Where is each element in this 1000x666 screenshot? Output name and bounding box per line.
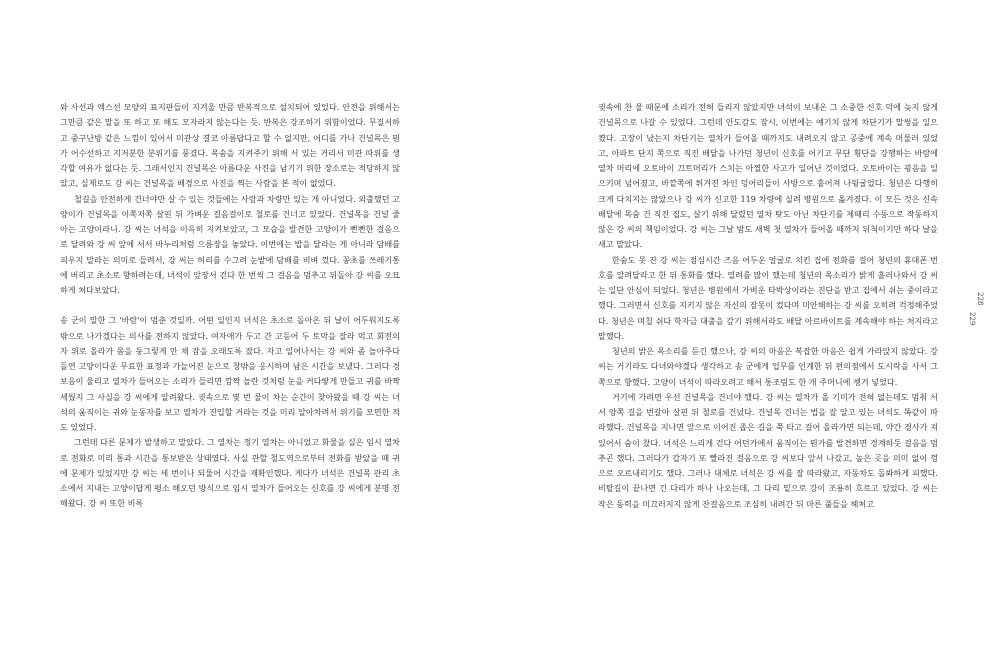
left-paragraph-1: 와 사선과 엑스선 모양의 표지판들이 지겨울 만큼 반복적으로 설치되어 있었다. 안전을 위해서는 그만큼 같은 말을 또 하고 또 해도 모자라지 않는다는 듯. 반복은 강조하기 위함이었다. 무질서하고 중구난방 같은 느낌이 있어서 미관상 결코 아름답다고 할 수 없지만, 어디를 가나 건널목은 뭔가 어수선하고 지저분한 분위기를 풍겼다. 목숨을 지켜주기 위해 서 있는 거리서 미관 따위를 생각할 여유가 없다는 듯. 그래서인지 건널목은 아름다운 사진을 남기기 위한 장소로는 적당하지 않았고, 실제로도 강 씨는 건널목을 배경으로 사진을 찍는 사람을 본 적이 없었다. <box>60 102 400 189</box>
left-page-number: 228 <box>976 292 984 306</box>
page-numbers <box>968 292 984 325</box>
right-paragraph-4: 거기에 가려면 우선 건널목을 건너야 했다. 강 씨는 열차가 올 기미가 전혀 없는데도 멈춰 서서 양쪽 길을 번갈아 살핀 뒤 철로를 건넜다. 건널목 건너는 법을 잘 알고 있는 녀석도 똑같이 따라했다. 건널목을 지나면 앞으로 이어진 좁은 길을 쭉 타고 걸어 올라가면 되는데, 약간 경사가 져 있어서 숨이 찼다. 녀석은 느리게 걷다 어던가에서 움직이는 뭔가를 발견하면 경계하듯 걸음을 멈추곤 했다. 그러다가 갑자기 또 빨라진 걸음으로 강 씨보다 앞서 나갔고, 높은 곳을 의미 없이 껑으로 오르내리기도 했다. 그러나 대체로 녀석은 강 씨를 잘 따라왔고, 자동차도 돌봐하게 피했다. 비탈길이 끝나면 긴 다리가 하나 나오는데, 그 다리 밑으로 강이 조용히 흐르고 있었다. 강 씨는 작은 동력을 미끄러지지 않게 잔걸음으로 조심히 내려간 뒤 마른 풀들을 헤쳐고 <box>598 391 938 509</box>
right-page <box>598 100 938 512</box>
left-page <box>60 100 400 512</box>
right-page-number: 229 <box>968 312 976 326</box>
right-paragraph-2: 한숨도 못 잔 강 씨는 점심시간 즈음 어두운 얼굴로 치킨 집에 전화를 걸어 청년의 휴대폰 번호를 알려달라고 한 뒤 통화를 했다. 열려를 많이 했는데 청년의 목소리가 밝게 흘러나와서 강 씨는 일단 안심이 되었다. 청년은 병원에서 가벼운 타박상이라는 진단을 받고 집에서 쉬는 중이라고 했다. 그러면서 신호를 지키지 않은 자신의 잘못이 컸다며 미안해하는 강 씨를 오히려 걱정해주었다. 청년은 며칠 쉬다 학자금 대출을 갚기 위해서라도 배달 아르바이트를 계속해야 하는 처지라고 말했다. <box>598 254 938 341</box>
left-paragraph-3: 송 군이 말한 그 '바람'이 멈춘 것일까. 어떤 일인지 녀석은 초소로 돌아온 뒤 날이 어두워지도록 밖으로 나가겠다는 의사를 전하지 않았다. 여자애가 두고 간 고등어 두 토막을 잘라 먹고 회전의자 위로 올라가 몸을 둥그렇게 만 채 잠을 오래도록 잤다. 자고 일어나서는 강 씨와 좀 놀아주다 돌연 고양이다운 무료한 표정과 가늘어진 눈으로 창밖을 응시하며 남은 시간을 보냈다. 그러다 경보음이 울리고 열차가 들어오는 소리가 들리면 깜짝 놀란 것처럼 눈을 커다랗게 만들고 귀를 바짝 세웠지 그 사실을 강 씨에게 알려왔다. 귓속으로 몇 번 물이 차는 순간이 찾아왔을 때 강 씨는 녀석의 움직이는 귀와 눈동자를 보고 열차가 진입할 거라는 것을 미리 알아차려서 위기를 모면한 적도 있었다. <box>60 315 400 432</box>
left-paragraph-2: 철길을 안전하게 건너야만 살 수 있는 것들에는 사람과 차량만 있는 게 아니었다. 외출했던 고양이가 건널목을 이쪽저쪽 살핀 뒤 가벼운 걸음걸이로 철로를 건너고 있었다. 건널목을 건널 줄 아는 고양이라니. 강 씨는 녀석을 이윽히 지켜보았고, 그 모습을 발견한 고양이가 뻔뻔한 걸음으로 달려와 강 씨 앞에 서서 바누리처럼 으름장을 놓았다. 이번에는 밥을 달라는 게 아니라 담배를 피우지 말라는 의미로 들려서, 강 씨는 허리를 수그려 눈밭에 담배를 비벼 껐다. 꽁초를 쓰레기통에 버리고 초소로 향하려는데, 녀석이 앞장서 걷다 한 번씩 그 걸음을 멈추고 뒤돌아 강 씨를 오묘하게 쳐다보았다. <box>60 193 400 295</box>
right-paragraph-1: 귓속에 찬 물 때문에 소리가 전혀 들리지 않았지만 녀석이 보내온 그 소중한 신호 덕에 늦지 않게 건널목으로 나갈 수 있었다. 그런데 안도감도 잠시, 이번에는 예기치 않게 차단기가 말썽을 일으켰다. 고장이 났는지 차단기는 열차가 들어올 때까지도 내려오지 않고 공중에 계속 머물러 있었고, 아파트 단지 쪽으로 직진 배달을 나가던 청년이 신호를 어기고 무단 횡단을 강행하는 바람에 열차 머리에 오토바이 끄트머리가 스치는 아찔한 사고가 일어난 것이었다. 오토바이는 굉음을 일으키며 넘어졌고, 바깥쪽에 튀겨진 차인 덩어리들이 사방으로 흩어져 나뒹굴었다. 청년은 다행히 크게 다치지는 않았으나 강 씨가 신고한 119 차량에 실려 병원으로 옮겨졌다. 이 모든 것은 신속 배달에 목숨 건 직진 집도, 살기 위해 달렸던 열차 탓도 아닌 차단기를 제때리 수동으로 작동하지 않은 강 씨의 책임이었다. 강 씨는 그날 밤도 새벽 첫 열차가 들어올 때까지 뒤척이기만 하다 날을 새고 말았다. <box>598 102 938 250</box>
right-paragraph-3: 청년의 밝은 목소리를 듣긴 했으나, 강 씨의 마음은 복잡한 마음은 쉽게 가라앉지 않았다. 강 씨는 거기라도 다녀와야겠다 생각하고 송 군에게 업무를 인계한 뒤 편의점에서 도시락을 사서 그쪽으로 향했다. 고양이 녀석이 따라오려고 해서 통조림도 한 개 주머니에 챙겨 넣었다. <box>598 346 938 387</box>
left-paragraph-4: 그런데 다른 문제가 발생하고 말았다. 그 열차는 정기 열차는 아니었고 화물을 실은 임시 열차로 전화로 미리 통과 시간을 통보받은 상태였다. 사실 관할 철도역으로부터 전화를 받았을 때 귀에 문제가 있었지만 강 씨는 세 번이나 되물어 시간을 재확인했다. 게다가 녀석은 건널목 관리 초소에서 지내는 고양이답게 평소 해오던 방식으로 임시 열차가 들어오는 신호를 강 씨에게 분명 전해왔다. 강 씨 또한 비록 <box>60 437 400 509</box>
